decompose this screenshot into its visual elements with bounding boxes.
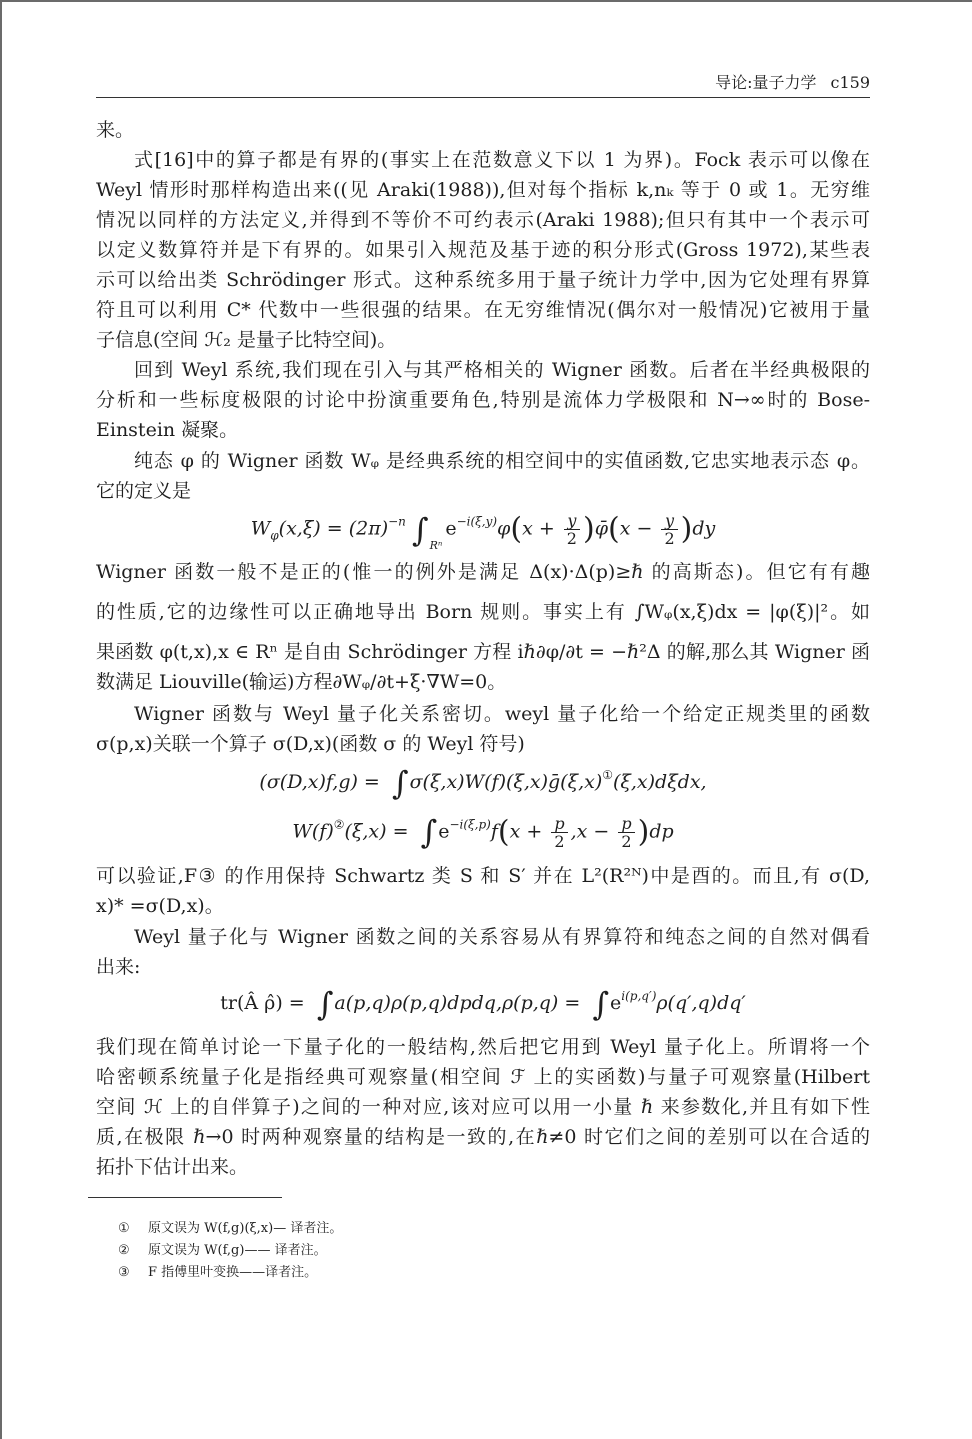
eq-symbol: W <box>250 517 271 540</box>
eq-paren: ( <box>510 511 523 547</box>
text-line: Einstein 凝聚。 <box>96 419 239 441</box>
eq-text: tr(Â ρ̂) = <box>220 992 311 1014</box>
footnote <box>118 1262 858 1284</box>
running-header-title: 导论:量子力学 <box>715 73 817 92</box>
integral-sign: ∫ <box>420 813 438 851</box>
eq-text: e <box>445 517 457 540</box>
footnote-mark: ① <box>118 1221 130 1236</box>
fraction-denominator: 2 <box>554 831 565 851</box>
equation-trace-duality <box>96 984 870 1024</box>
paragraph <box>96 861 870 921</box>
eq-text: W(f) <box>292 820 334 842</box>
eq-superscript: i(p,q′) <box>621 989 657 1003</box>
text-line: 分析和一些标度极限的讨论中扮演重要角色,特别是流体力学极限和 N→∞时的 Bose- <box>96 389 870 411</box>
footnotes <box>118 1218 858 1284</box>
eq-fraction <box>551 815 567 850</box>
text-line: Weyl 量子化与 Wigner 函数之间的关系容易从有界算符和纯态之间的自然对偶看 <box>134 926 870 948</box>
paragraph <box>96 446 870 506</box>
text-line: 出来: <box>96 956 141 978</box>
fraction-numerator: p <box>551 815 567 833</box>
text-line: 纯态 φ 的 Wigner 函数 Wᵩ 是经典系统的相空间中的实值函数,它忠实地表示态 φ。 <box>134 450 870 472</box>
text-line: 子信息(空间 ℋ₂ 是量子比特空间)。 <box>96 329 397 351</box>
paragraph <box>96 699 870 759</box>
text-line: 质,在极限 ℏ→0 时两种观察量的结构是一致的,在ℏ≠0 时它们之间的差别可以在合适的 <box>96 1126 870 1148</box>
footnote-mark: ② <box>118 1243 130 1258</box>
eq-text: σ(ξ,x)W(f)(ξ,x)ḡ(ξ,x) <box>409 771 603 793</box>
fraction-denominator: 2 <box>664 529 675 549</box>
text-line: 果函数 φ(t,x),x ∈ Rⁿ 是自由 Schrödinger 方程 iℏ∂φ/∂t = −ℏ²Δ 的解,那么其 Wigner 函 <box>96 641 870 663</box>
eq-superscript: −n <box>388 514 406 529</box>
eq-text: e <box>610 992 622 1014</box>
text-line: 式[16]中的算子都是有界的(事实上在范数意义下以 1 为界)。Fock 表示可以像在 <box>134 149 870 171</box>
integral-domain: Rⁿ <box>429 538 443 552</box>
equation-body <box>259 764 707 802</box>
equation-body <box>292 815 673 850</box>
eq-fraction <box>564 512 580 547</box>
eq-text: x + <box>509 820 549 842</box>
footnote-ref: ② <box>333 817 345 831</box>
fraction-numerator: y <box>564 512 580 530</box>
equation-weyl-symbol <box>96 763 870 803</box>
text-line: x)* =σ(D,x)。 <box>96 895 224 917</box>
footnote-mark: ③ <box>118 1265 130 1280</box>
eq-paren: ) <box>637 814 650 849</box>
eq-superscript: −i(ξ,y) <box>456 514 498 529</box>
paragraph <box>96 355 870 445</box>
text-line: 情况以同样的方法定义,并得到不等价不可约表示(Araki 1988);但只有其中一个表示可 <box>96 209 870 231</box>
eq-text: φ <box>497 517 511 540</box>
integral-sign: ∫ <box>411 510 429 549</box>
text-line: 拓扑下估计出来。 <box>96 1156 249 1178</box>
text-line: 符且可以利用 C* 代数中一些很强的结果。在无穷维情况(偶尔对一般情况)它被用于量 <box>96 299 870 321</box>
text-line: 的性质,它的边缘性可以正确地导出 Born 规则。事实上有 ∫Wᵩ(x,ξ)dx = |φ(ξ)|²。如 <box>96 601 870 623</box>
footnote-rule <box>88 1197 282 1198</box>
text-line: Wigner 函数一般不是正的(惟一的例外是满足 Δ(x)·Δ(p)≥ℏ 的高斯态)。但它有有趣 <box>96 561 870 583</box>
integral-sign: ∫ <box>316 985 334 1023</box>
eq-subscript: φ <box>270 528 279 543</box>
eq-text: (x,ξ) = <box>278 517 349 540</box>
eq-text: φ̄ <box>594 517 609 540</box>
text-line: 我们现在简单讨论一下量子化的一般结构,然后把它用到 Weyl 量子化上。所谓将一个 <box>96 1036 870 1058</box>
eq-paren: ) <box>582 511 595 547</box>
eq-fraction <box>618 815 634 850</box>
text-line: 空间 ℋ 上的自伴算子)之间的一种对应,该对应可以用一小量 ℏ 来参数化,并且有如下性 <box>96 1096 870 1118</box>
paragraph <box>96 1032 870 1182</box>
eq-superscript: −i(ξ,p) <box>449 817 491 831</box>
eq-fraction <box>661 512 677 547</box>
eq-text: dy <box>692 517 716 540</box>
integral-sign: ∫ <box>592 985 610 1023</box>
footnote-text: F 指傅里叶变换——译者注。 <box>148 1265 318 1280</box>
fraction-numerator: p <box>618 815 634 833</box>
eq-text: x + <box>522 517 561 540</box>
footnote <box>118 1218 858 1240</box>
header-rule <box>96 97 870 98</box>
eq-text: (ξ,x) = <box>344 820 415 842</box>
footnote <box>118 1240 858 1262</box>
eq-text: a(p,q)ρ(p,q)dpdq,ρ(p,q) = <box>334 992 587 1014</box>
text-line: 以定义数算符并是下有界的。如果引入规范及基于迹的积分形式(Gross 1972),某些表 <box>96 239 870 261</box>
equation-body <box>220 985 746 1023</box>
paragraph <box>96 922 870 982</box>
eq-text: x − <box>619 517 659 540</box>
paragraph <box>96 145 870 355</box>
eq-paren: ) <box>680 511 693 547</box>
eq-text: (2π) <box>348 517 389 540</box>
eq-paren: ( <box>497 814 510 849</box>
text-line: σ(p,x)关联一个算子 σ(D,x)(函数 σ 的 Weyl 符号) <box>96 733 525 755</box>
eq-text: e <box>438 820 450 842</box>
footnote-text: 原文误为 W(f,g)(ξ,x)— 译者注。 <box>148 1221 343 1236</box>
paragraph <box>96 115 870 145</box>
equation-body <box>251 512 716 552</box>
fraction-denominator: 2 <box>566 529 577 549</box>
equation-wigner-transform <box>96 808 870 856</box>
eq-text: (ξ,x)dξdx, <box>613 771 707 793</box>
eq-text: (σ(D,x)f,g) = <box>259 771 386 793</box>
equation-wigner-definition <box>96 508 870 556</box>
text-line: 它的定义是 <box>96 480 192 502</box>
eq-text: ρ(q′,q)dq′ <box>656 992 746 1014</box>
text-line: 示可以给出类 Schrödinger 形式。这种系统多用于量子统计力学中,因为它处理有界算 <box>96 269 870 291</box>
integral-sign: ∫ <box>391 764 409 802</box>
text-line: 来。 <box>96 119 135 141</box>
eq-text: dp <box>649 820 674 842</box>
eq-paren: ( <box>608 511 620 547</box>
text-line: Weyl 情形时那样构造出来((见 Araki(1988)),但对每个指标 k,nₖ 等于 0 或 1。无穷维 <box>96 179 870 201</box>
eq-text: f <box>490 820 498 842</box>
footnote-ref: ① <box>602 768 613 782</box>
text-line: 数满足 Liouville(输运)方程∂Wᵩ/∂t+ξ·∇W=0。 <box>96 671 507 693</box>
paragraph <box>96 557 870 697</box>
running-header <box>715 73 870 93</box>
text-line: Wigner 函数与 Weyl 量子化关系密切。weyl 量子化给一个给定正规类里的函数 <box>134 703 870 725</box>
eq-text: ,x − <box>570 820 616 842</box>
text-line: 可以验证,F③ 的作用保持 Schwartz 类 S 和 S′ 并在 L²(R²ᴺ)中是酉的。而且,有 σ(D, <box>96 865 870 887</box>
fraction-numerator: y <box>661 512 677 530</box>
text-line: 回到 Weyl 系统,我们现在引入与其严格相关的 Wigner 函数。后者在半经典极限的 <box>134 359 870 381</box>
fraction-denominator: 2 <box>621 831 632 851</box>
footnote-text: 原文误为 W(f,g)—— 译者注。 <box>148 1243 327 1258</box>
text-line: 哈密顿系统量子化是指经典可观察量(相空间 ℱ 上的实函数)与量子可观察量(Hilbert <box>96 1066 870 1088</box>
page-number: c159 <box>830 73 870 92</box>
